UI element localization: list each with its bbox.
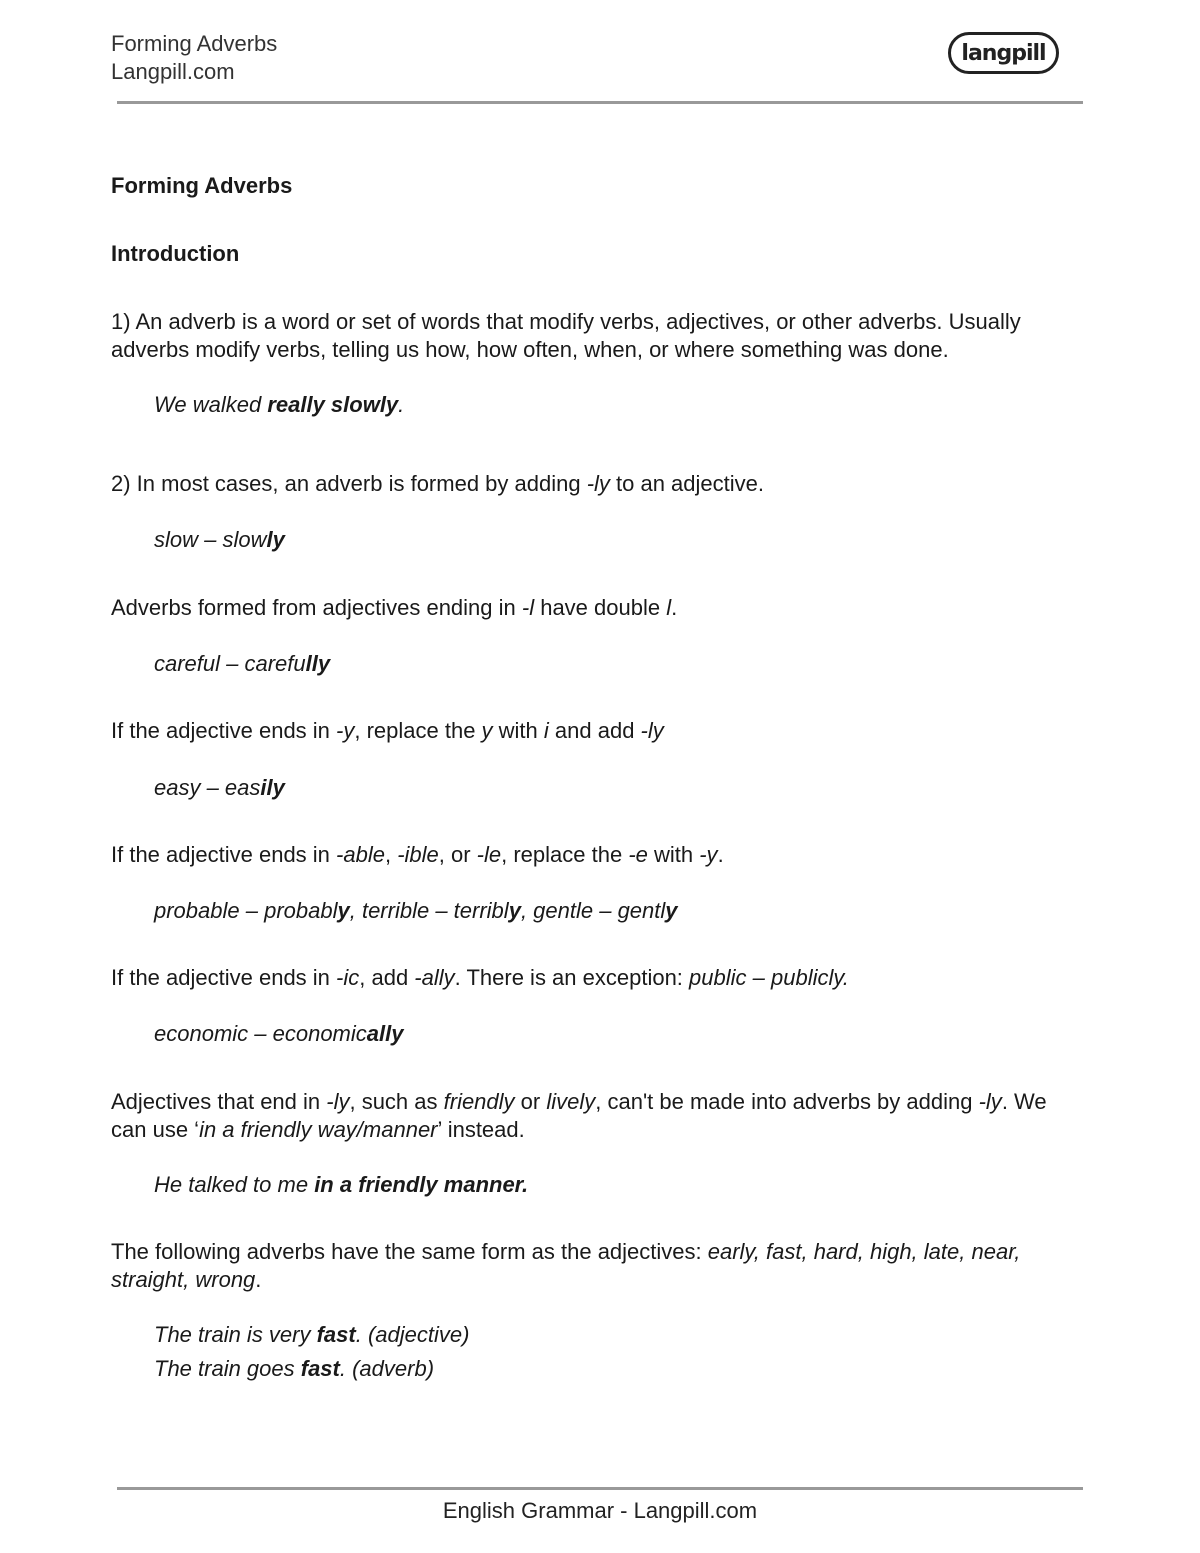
ex4-bold: ily	[260, 775, 285, 800]
example-3	[111, 650, 1071, 678]
ex5-bold: y	[337, 898, 350, 923]
ex4-part: easy – eas	[154, 775, 261, 800]
p7-part: . We can use ‘	[111, 1089, 1047, 1142]
p6-italic: public – publicly.	[689, 965, 849, 990]
logo-text: langpill	[961, 40, 1046, 66]
p8-part: The following adverbs have the same form as the adjectives:	[111, 1239, 708, 1264]
ex5-bold: y	[665, 898, 678, 923]
ex9-bold: fast	[300, 1356, 340, 1381]
paragraph-2	[111, 470, 1071, 498]
paragraph-5	[111, 841, 1071, 869]
p6-part: . There is an exception:	[454, 965, 690, 990]
header-site: Langpill.com	[111, 59, 235, 84]
ex5-bold: y	[508, 898, 521, 923]
p7-italic: -ly	[326, 1089, 350, 1114]
page-footer: English Grammar - Langpill.com	[442, 1498, 758, 1523]
header-divider	[117, 101, 1083, 104]
p2-part: 2) In most cases, an adverb is formed by adding	[111, 471, 587, 496]
langpill-logo	[948, 32, 1059, 74]
p3-part: Adverbs formed from adjectives ending in	[111, 595, 522, 620]
p4-part: If the adjective ends in	[111, 718, 337, 743]
p5-italic: -able	[336, 842, 385, 867]
ex6-part: economic – economic	[154, 1021, 367, 1046]
ex2-part: slow – slow	[154, 527, 267, 552]
p4-italic: y	[481, 718, 493, 743]
page-header	[111, 30, 277, 86]
p2-italic: -ly	[586, 471, 610, 496]
header-title: Forming Adverbs	[111, 31, 278, 56]
paragraph-1	[111, 308, 1071, 364]
p3-part: have double	[534, 595, 667, 620]
p7-part: , such as	[349, 1089, 444, 1114]
example-6	[111, 1020, 1071, 1048]
section-heading: Introduction	[111, 241, 240, 266]
p5-italic: -ible	[397, 842, 439, 867]
p6-part: , add	[359, 965, 415, 990]
ex5-part: probable – probabl	[154, 898, 338, 923]
ex5-part: , terrible – terribl	[349, 898, 509, 923]
p4-italic: i	[543, 718, 549, 743]
p4-part: and add	[548, 718, 641, 743]
ex9-part: . (adverb)	[339, 1356, 435, 1381]
paragraph-4	[111, 717, 1071, 745]
ex9-part: The train goes	[154, 1356, 301, 1381]
p7-part: or	[514, 1089, 547, 1114]
p3-part: .	[671, 595, 678, 620]
p7-part: ’ instead.	[437, 1117, 525, 1142]
p4-part: with	[492, 718, 544, 743]
ex8-part: . (adjective)	[355, 1322, 470, 1347]
p7-italic: friendly	[443, 1089, 515, 1114]
example-4	[111, 774, 1071, 802]
p3-italic: -l	[521, 595, 535, 620]
p5-part: , replace the	[501, 842, 629, 867]
p6-italic: -ic	[336, 965, 360, 990]
p6-italic: -ally	[414, 965, 455, 990]
example-9	[111, 1355, 1071, 1383]
p7-italic: in a friendly way/manner	[199, 1117, 438, 1142]
p5-italic: -y	[699, 842, 718, 867]
ex3-part: careful – carefu	[154, 651, 306, 676]
p5-part: .	[717, 842, 724, 867]
example-5	[111, 897, 1071, 925]
p5-part: , or	[438, 842, 477, 867]
p4-italic: -y	[336, 718, 355, 743]
ex1-part: We walked	[154, 392, 268, 417]
ex7-part: He talked to me	[154, 1172, 315, 1197]
document-body	[111, 172, 1071, 1383]
p7-part: Adjectives that end in	[111, 1089, 327, 1114]
p1-number: 1)	[111, 309, 136, 334]
ex3-bold: lly	[305, 651, 331, 676]
p5-part: If the adjective ends in	[111, 842, 337, 867]
ex8-part: The train is very	[154, 1322, 317, 1347]
p5-part: ,	[384, 842, 398, 867]
p6-part: If the adjective ends in	[111, 965, 337, 990]
paragraph-3	[111, 594, 1071, 622]
example-8	[111, 1321, 1071, 1349]
document-title: Forming Adverbs	[111, 173, 293, 198]
p8-part: .	[255, 1267, 262, 1292]
ex1-part: .	[398, 392, 405, 417]
p1-text: An adverb is a word or set of words that modify verbs, adjectives, or other adverbs. Usually adverbs modify verbs, telling us how, how often, when, or where something was done.	[111, 309, 1021, 362]
ex1-bold: really slowly	[267, 392, 399, 417]
p7-part: , can't be made into adverbs by adding	[595, 1089, 979, 1114]
ex5-part: , gentle – gentl	[520, 898, 666, 923]
p4-part: , replace the	[354, 718, 482, 743]
p2-part: to an adjective.	[609, 471, 765, 496]
p5-italic: -le	[476, 842, 502, 867]
paragraph-6	[111, 964, 1071, 992]
p5-italic: -e	[628, 842, 648, 867]
p4-italic: -ly	[640, 718, 664, 743]
paragraph-7	[111, 1088, 1071, 1144]
p3-italic: l	[666, 595, 672, 620]
example-1	[111, 391, 1071, 419]
example-2	[111, 526, 1071, 554]
p8-italic: early, fast, hard, high, late, near, straight, wrong	[111, 1239, 1021, 1292]
ex6-bold: ally	[366, 1021, 404, 1046]
ex2-bold: ly	[266, 527, 285, 552]
paragraph-8	[111, 1238, 1071, 1294]
p5-part: with	[647, 842, 700, 867]
ex7-bold: in a friendly manner.	[314, 1172, 529, 1197]
ex8-bold: fast	[316, 1322, 356, 1347]
footer-divider	[117, 1487, 1083, 1490]
example-7	[111, 1171, 1071, 1199]
p7-italic: -ly	[978, 1089, 1002, 1114]
p7-italic: lively	[546, 1089, 596, 1114]
